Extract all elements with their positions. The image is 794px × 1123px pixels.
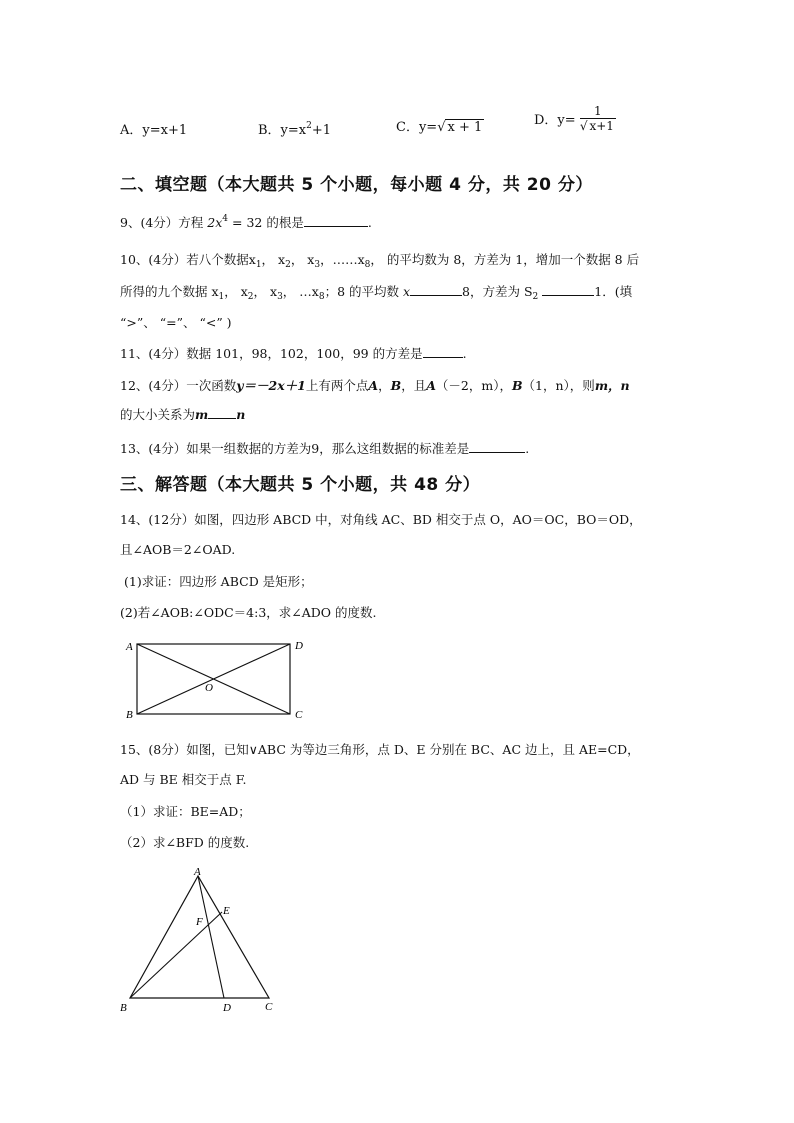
label-b: B (126, 709, 133, 721)
section3-title: 三、解答题（本大题共 5 个小题，共 48 分） (120, 475, 481, 495)
option-d (534, 104, 616, 133)
label-f: F (196, 916, 203, 928)
sqrt-symbol: √ (437, 120, 446, 135)
question-14-part1: (1)求证：四边形 ABCD 是矩形； (124, 574, 313, 589)
q10-sub: 3 (314, 260, 321, 270)
q10-text: 所得的九个数据 x (120, 284, 219, 299)
option-d-num: 1 (580, 104, 616, 119)
q10-text: ， x (224, 284, 248, 299)
q10-text: ， x (253, 284, 278, 299)
q11-answer-blank (423, 345, 463, 358)
q10-blank-1 (410, 283, 462, 296)
q12-line2-prefix: 的大小关系为 (120, 407, 196, 422)
q10-sub: 8 (364, 260, 371, 270)
rectangle-figure (118, 632, 308, 724)
q11-text: 11、(4分）数据 101，98，102，100，99 的方差是 (120, 346, 423, 361)
q10-text: 8，方差为 S (462, 284, 533, 299)
triangle-figure (112, 862, 292, 1018)
option-d-prefix: D．y= (534, 113, 576, 128)
option-b-prefix: B．y=x (258, 123, 307, 138)
label-c: C (265, 1001, 273, 1013)
question-14-part2: (2)若∠AOB:∠ODC＝4:3，求∠ADO 的度数. (120, 605, 377, 620)
question-15-part2: （2）求∠BFD 的度数. (120, 835, 250, 850)
q12-point-b2: B (511, 378, 523, 393)
q10-var: x (248, 252, 256, 267)
q10-sub: 8 (318, 292, 325, 302)
q10-sub: 3 (277, 292, 283, 302)
option-d-fraction (580, 104, 616, 133)
q12-answer-blank (208, 406, 236, 419)
label-d: D (223, 1002, 231, 1014)
q9-eq-sup: 4 (222, 214, 229, 224)
option-a: A．y=x+1 (120, 123, 188, 138)
question-10-line2 (120, 282, 632, 302)
q10-sub: 1 (255, 260, 262, 270)
label-a: A (126, 641, 133, 653)
option-d-den: √ x+1 (579, 119, 614, 133)
option-c (396, 116, 484, 135)
q9-eq-right: = 32 (232, 215, 263, 230)
question-12-line1 (120, 376, 630, 394)
q12-mid2: ，且 (401, 378, 427, 393)
q10-text: 1．(填 (594, 284, 633, 299)
q12-n: n (236, 407, 246, 422)
label-e: E (223, 905, 230, 917)
question-13 (120, 439, 529, 457)
option-b-sup: 2 (306, 121, 312, 131)
question-9 (120, 213, 372, 231)
q10-blank-2 (542, 283, 594, 296)
label-o: O (205, 682, 213, 694)
question-15-line2: AD 与 BE 相交于点 F. (120, 772, 247, 787)
question-14-line2: 且∠AOB＝2∠OAD. (120, 542, 236, 557)
question-12-line2 (120, 405, 245, 423)
q12-m: m (195, 407, 209, 422)
q12-point-b: B (390, 378, 402, 393)
triangle-abc (130, 876, 269, 998)
option-c-prefix: C．y= (396, 120, 438, 135)
q10-xbar: x (402, 284, 411, 299)
question-14-line1: 14、(12分）如图，四边形 ABCD 中，对角线 AC、BD 相交于点 O，AO＝OC，BO＝OD， (120, 512, 642, 527)
q12-function: y＝－2x＋1 (236, 378, 306, 393)
q12-sep: ， (378, 378, 391, 393)
q9-eq-left: 2x (207, 215, 223, 230)
q10-text: ， …x (282, 284, 319, 299)
q9-answer-blank (304, 214, 368, 227)
q9-prefix: 9、(4分）方程 (120, 215, 204, 230)
q10-text-c: ， x (290, 252, 315, 267)
question-10-line3: “>”、 “=”、 “<” ) (120, 315, 232, 330)
q13-text: 13、(4分）如果一组数据的方差为9，那么这组数据的标准差是 (120, 441, 470, 456)
q12-coord-b: （1，n），则 (522, 378, 595, 393)
option-b (258, 119, 331, 138)
q12-point-a: A (368, 378, 379, 393)
q12-mid: 上有两个点 (305, 378, 369, 393)
q11-end: . (462, 346, 467, 361)
q10-text: ；8 的平均数 (324, 284, 399, 299)
label-c: C (295, 709, 303, 721)
question-15-part1: （1）求证：BE=AD； (120, 804, 251, 819)
q12-coord-a: （－2，m）， (435, 378, 512, 393)
option-c-radical: x + 1 (447, 120, 483, 135)
q10-text-b: ， x (261, 252, 286, 267)
q10-sub: 2 (532, 292, 539, 302)
q10-sub: 1 (218, 292, 225, 302)
q12-point-a2: A (426, 378, 436, 393)
label-d: D (295, 640, 303, 652)
segment-be (130, 912, 222, 998)
label-b: B (120, 1002, 127, 1014)
q10-text-d: ，……x (320, 252, 365, 267)
q10-sub: 2 (285, 260, 291, 270)
q10-sub: 2 (247, 292, 254, 302)
q12-mn: m，n (594, 378, 630, 393)
q13-end: . (525, 441, 530, 456)
q9-suffix: 的根是 (266, 215, 304, 230)
q10-text-e: ， 的平均数为 8，方差为 1，增加一个数据 8 后 (370, 252, 640, 267)
q12-prefix: 12、(4分）一次函数 (120, 378, 237, 393)
option-b-suffix: +1 (311, 123, 332, 138)
label-a: A (194, 866, 201, 878)
q10-text-a: 10、(4分）若八个数据 (120, 252, 249, 267)
question-11 (120, 344, 467, 362)
segment-ad (198, 876, 224, 998)
question-10-line1 (120, 250, 639, 270)
section2-title: 二、填空题（本大题共 5 个小题，每小题 4 分，共 20 分） (120, 175, 593, 195)
q9-end: . (367, 215, 372, 230)
q13-answer-blank (469, 440, 525, 453)
question-15-line1: 15、(8分）如图，已知∨ABC 为等边三角形，点 D、E 分别在 BC、AC 边上，且 AE=CD， (120, 742, 640, 757)
